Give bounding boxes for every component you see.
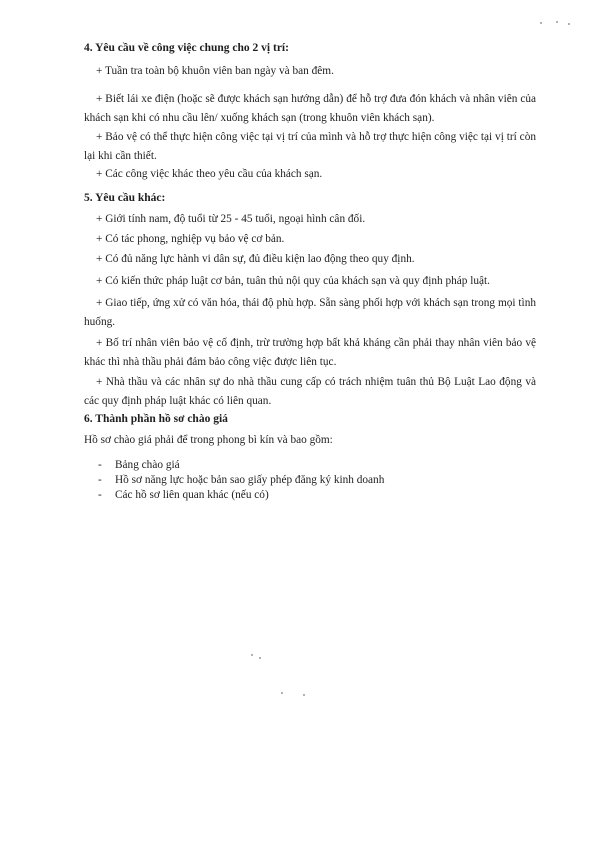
section-5-item-1: + Giới tính nam, độ tuổi từ 25 - 45 tuổi, ngoại hình cân đối. <box>96 213 366 225</box>
list-item <box>98 473 384 487</box>
section-4-item-2: + Biết lái xe điện (hoặc sẽ được khách sạn hướng dẫn) để hỗ trợ đưa đón khách và nhân viên của khách sạn khi có nhu cầu lên/ xuống khách sạn (trong khuôn viên khách sạn). <box>84 93 536 124</box>
list-item-text: Hồ sơ năng lực hoặc bản sao giấy phép đăng ký kinh doanh <box>115 474 385 486</box>
list-item <box>98 458 180 472</box>
section-4-heading: 4. Yêu cầu về công việc chung cho 2 vị trí: <box>84 42 289 54</box>
section-4-item-4: + Các công việc khác theo yêu cầu của khách sạn. <box>96 168 323 180</box>
scan-speck <box>556 21 558 23</box>
bullet-dash: - <box>98 474 102 486</box>
scan-speck <box>540 22 542 24</box>
section-6-heading: 6. Thành phần hồ sơ chào giá <box>84 413 228 425</box>
section-5-item-2: + Có tác phong, nghiệp vụ bảo vệ cơ bản. <box>96 233 285 245</box>
section-5-item-7: + Nhà thầu và các nhân sự do nhà thầu cung cấp có trách nhiệm tuân thủ Bộ Luật Lao động và các quy định pháp luật khác có liên quan. <box>84 376 536 407</box>
section-4-item-1: + Tuần tra toàn bộ khuôn viên ban ngày và ban đêm. <box>96 65 334 77</box>
section-5-item-6: + Bố trí nhân viên bảo vệ cố định, trừ trường hợp bất khả kháng cần phải thay nhân viên bảo vệ khác thì nhà thầu phải đảm bảo công việc được liên tục. <box>84 337 536 368</box>
section-5-item-5: + Giao tiếp, ứng xử có văn hóa, thái độ phù hợp. Sẵn sàng phối hợp với khách sạn trong mọi tình huống. <box>84 297 536 328</box>
section-5-item-4: + Có kiến thức pháp luật cơ bản, tuân thủ nội quy của khách sạn và quy định pháp luật. <box>96 275 491 287</box>
scan-speck <box>281 692 283 694</box>
list-item-text: Bảng chào giá <box>115 459 180 471</box>
bullet-dash: - <box>98 489 102 501</box>
scan-speck <box>259 657 261 659</box>
list-item <box>98 488 269 502</box>
list-item-text: Các hồ sơ liên quan khác (nếu có) <box>115 489 269 501</box>
scan-speck <box>303 694 305 696</box>
bullet-dash: - <box>98 459 102 471</box>
scan-speck <box>568 23 570 25</box>
section-4-item-3: + Bảo vệ có thể thực hiện công việc tại vị trí của mình và hỗ trợ thực hiện công việc tại vị trí còn lại khi cần thiết. <box>84 131 536 162</box>
section-6-intro: Hồ sơ chào giá phải để trong phong bì kín và bao gồm: <box>84 434 333 446</box>
section-5-heading: 5. Yêu cầu khác: <box>84 192 166 204</box>
scan-speck <box>251 654 253 656</box>
section-5-item-3: + Có đủ năng lực hành vi dân sự, đủ điều kiện lao động theo quy định. <box>96 253 415 265</box>
